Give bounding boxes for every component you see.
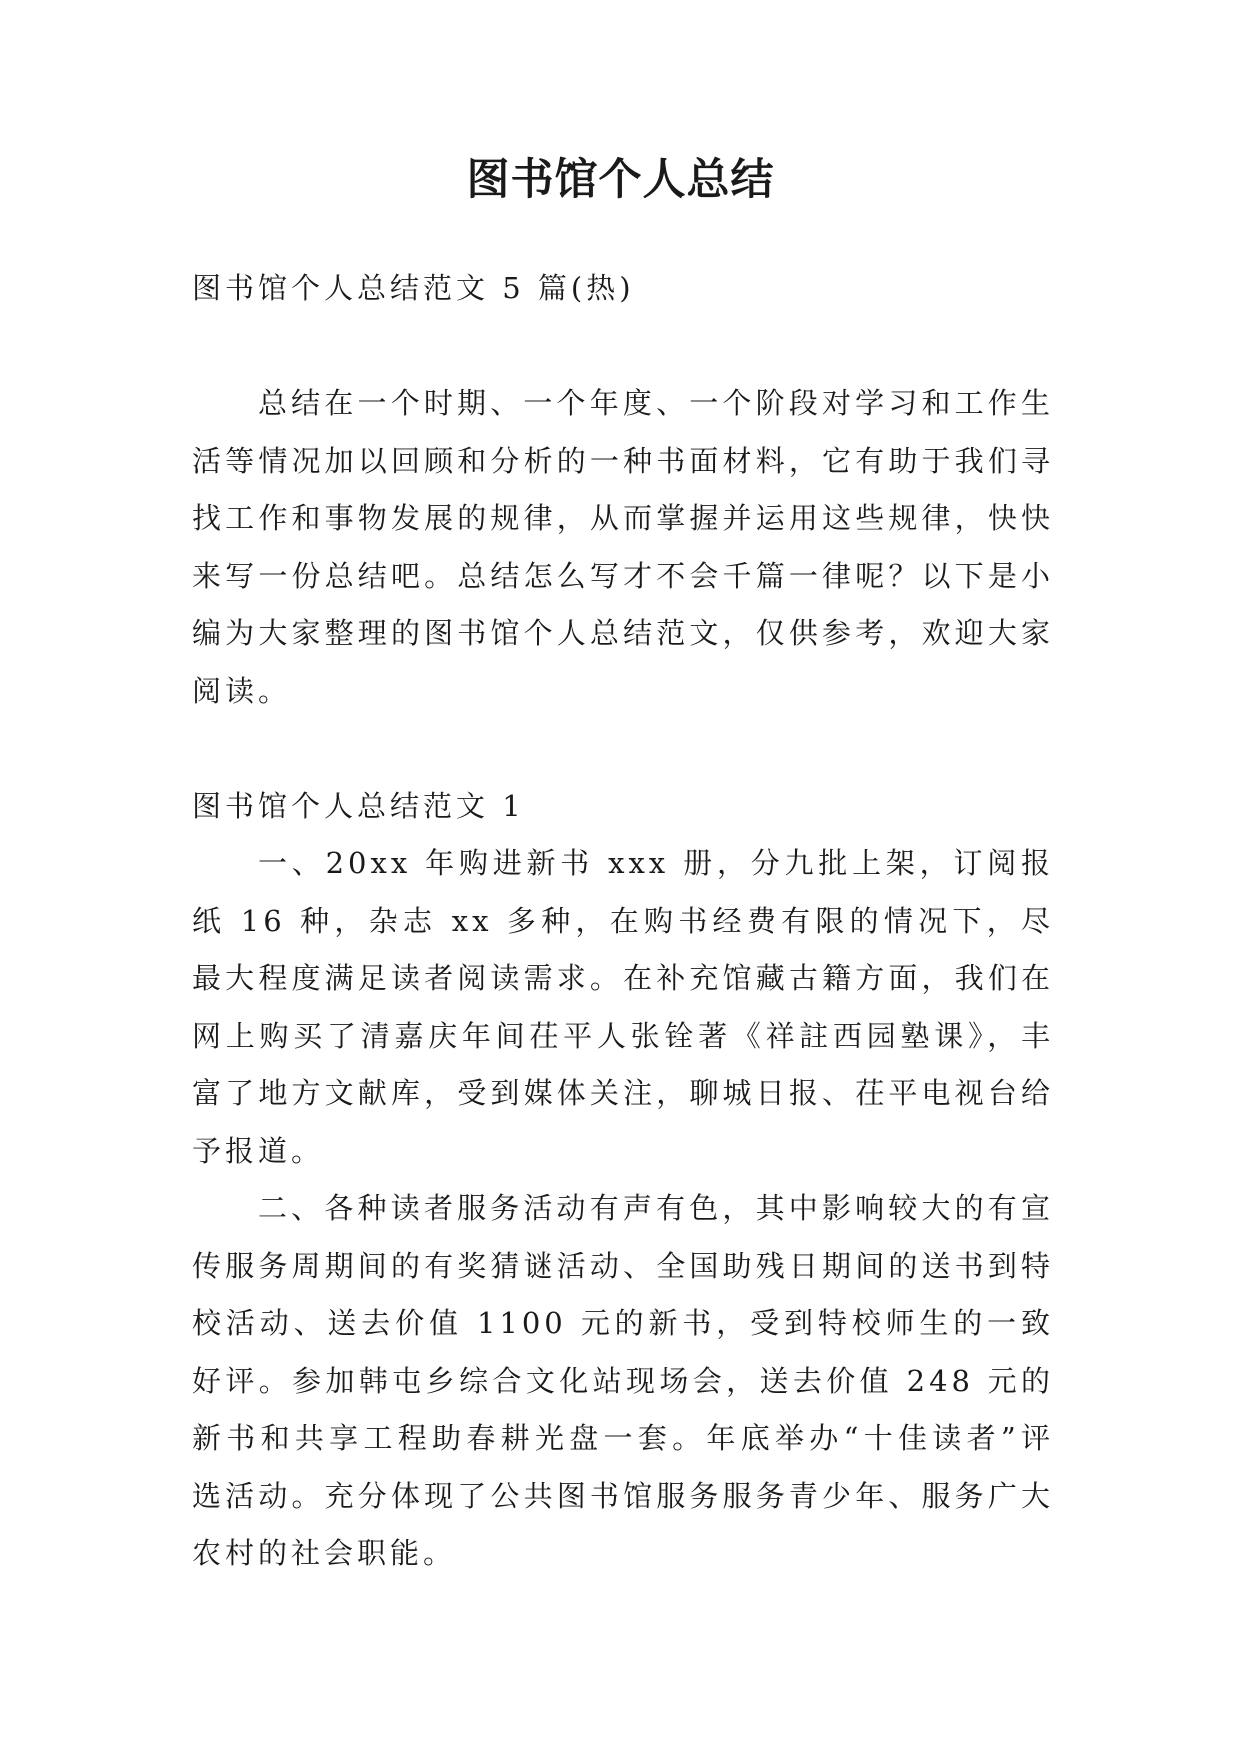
body-paragraph-1: 一、20xx 年购进新书 xxx 册，分九批上架，订阅报纸 16 种，杂志 xx 多种，在购书经费有限的情况下，尽最大程度满足读者阅读需求。在补充馆藏古籍方面，我们在网上购买了清嘉庆年间茌平人张铨著《祥註西园塾课》，丰富了地方文献库，受到媒体关注，聊城日报、茌平电视台给予报道。 (192, 846, 1054, 1168)
body-paragraph-2: 二、各种读者服务活动有声有色，其中影响较大的有宣传服务周期间的有奖猜谜活动、全国助残日期间的送书到特校活动、送去价值 1100 元的新书，受到特校师生的一致好评。参加韩屯乡综合文化站现场会，送去价值 248 元的新书和共享工程助春耕光盘一套。年底举办“十佳读者”评选活动。充分体现了公共图书馆服务服务青少年、服务广大农村的社会职能。 (192, 1191, 1054, 1570)
intro-paragraph: 总结在一个时期、一个年度、一个阶段对学习和工作生活等情况加以回顾和分析的一种书面材料，它有助于我们寻找工作和事物发展的规律，从而掌握并运用这些规律，快快来写一份总结吧。总结怎么写才不会千篇一律呢？以下是小编为大家整理的图书馆个人总结范文，仅供参考，欢迎大家阅读。 (192, 386, 1054, 708)
document-subtitle: 图书馆个人总结范文 5 篇(热) (192, 271, 635, 305)
document-body (192, 260, 1054, 1583)
section-heading: 图书馆个人总结范文 1 (192, 788, 525, 823)
page-title: 图书馆个人总结 (466, 155, 775, 205)
